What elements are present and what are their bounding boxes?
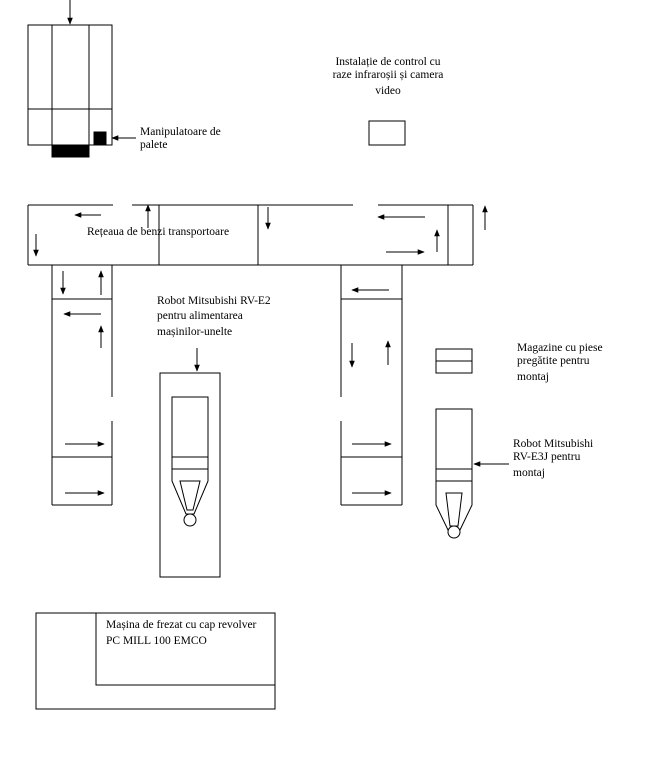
parts-magazines (436, 349, 472, 373)
flow-arrows (36, 205, 485, 493)
robot-rv-e2-label: Robot Mitsubishi RV-E2 pentru alimentarea mașinilor-unelte (157, 295, 271, 338)
parts-magazines-label: Magazine cu piese pregătite pentru montaj (517, 342, 603, 383)
robot-rv-e2-cell (160, 348, 220, 577)
ir-control-label: Instalație de control cu raze infraroșii și camera video (332, 56, 444, 97)
milling-machine-label: Mașina de frezat cu cap revolver PC MILL 100 EMCO (106, 619, 257, 647)
robot-rv-e3j (436, 409, 509, 538)
pallet-manipulators-label: Manipulatoare de palete (140, 126, 221, 151)
ir-control-box (369, 121, 405, 145)
robot-rv-e3j-label: Robot Mitsubishi RV-E3J pentru montaj (513, 438, 594, 479)
pallet-storage-unit (28, 0, 112, 157)
conveyor-network-label: Rețeaua de benzi transportoare (87, 226, 230, 238)
left-branch-conveyor (52, 265, 112, 505)
right-branch-conveyor (341, 265, 402, 505)
